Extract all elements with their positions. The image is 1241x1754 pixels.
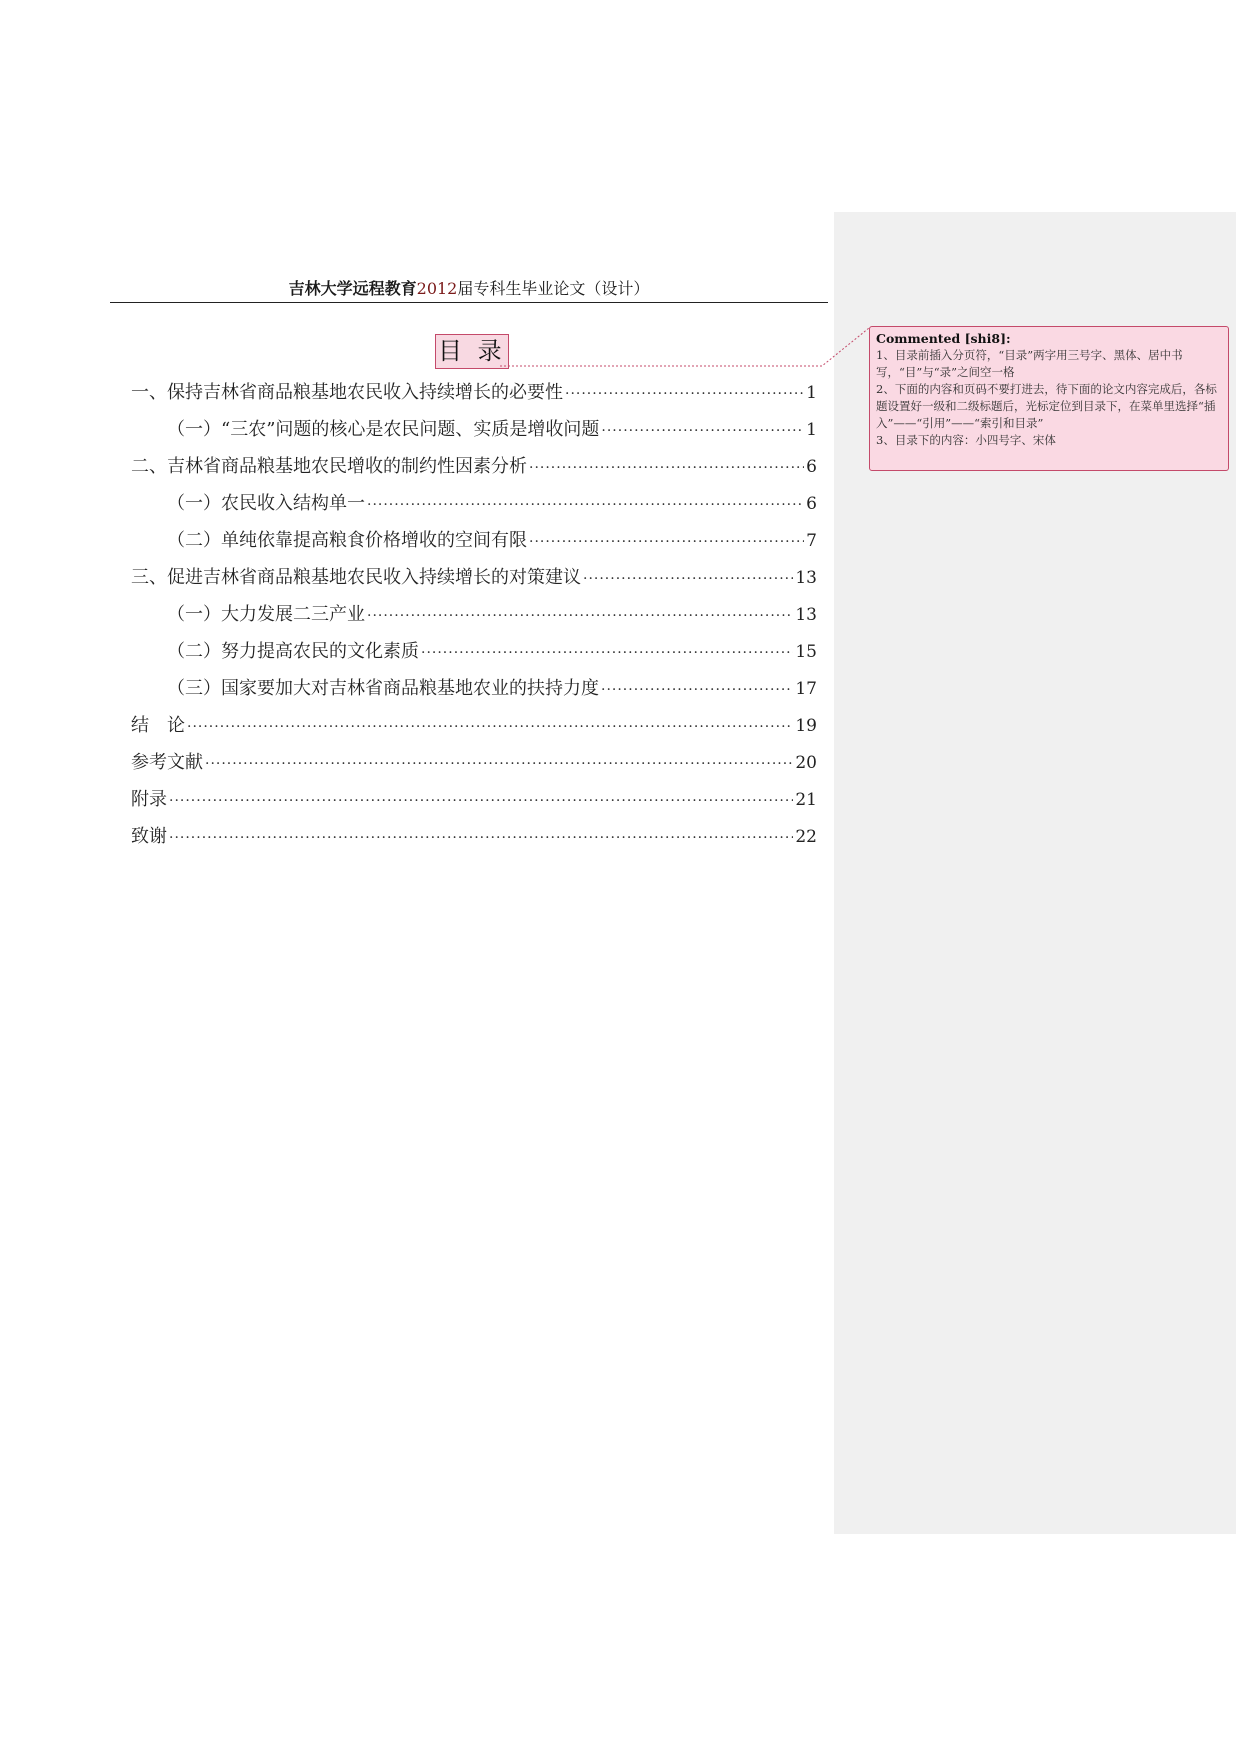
toc-entry-page: 7 (806, 531, 817, 551)
toc-entry-text: （一）农民收入结构单一 (167, 493, 365, 514)
toc-title-char-1: 目 (438, 337, 466, 365)
header-school: 吉林大学远程教育 (288, 279, 417, 298)
comment-line: 3、目录下的内容：小四号字、宋体 (876, 433, 1056, 447)
toc-entry-text: （一）“三农”问题的核心是农民问题、实质是增收问题 (167, 419, 600, 440)
toc-entry-text: 参考文献 (131, 752, 203, 773)
toc-entry-page: 6 (806, 457, 817, 477)
toc-entry-page: 13 (795, 568, 817, 588)
toc-entry-text: 结 论 (131, 715, 185, 736)
toc-entry-page: 17 (795, 679, 817, 699)
comment-line: 2、下面的内容和页码不要打进去，待下面的论文内容完成后，各标题设置好一级和二级标题后，光标定位到目录下，在菜单里选择“插入”——“引用”——“索引和目录” (876, 382, 1217, 430)
toc-entry-page: 1 (806, 383, 817, 403)
header-year: 2012 (416, 279, 458, 298)
toc-entry-page: 19 (795, 716, 817, 736)
toc-entry-page: 6 (806, 494, 817, 514)
toc-entry-page: 13 (795, 605, 817, 625)
comment-author: Commented [shi8]: (876, 331, 1011, 346)
toc-entry-text: 三、促进吉林省商品粮基地农民收入持续增长的对策建议 (131, 567, 581, 588)
toc-title-char-2: 录 (477, 337, 506, 365)
toc-entry-page: 21 (795, 790, 817, 810)
toc-entry-text: （二）努力提高农民的文化素质 (167, 641, 419, 662)
toc-entry-page: 22 (795, 827, 817, 847)
toc-entry-text: （三）国家要加大对吉林省商品粮基地农业的扶持力度 (167, 678, 599, 699)
toc-entry-text: 附录 (131, 789, 167, 810)
toc-entry-page: 1 (806, 420, 817, 440)
header-rest: 届专科生毕业论文（设计） (457, 279, 650, 298)
toc-entry-text: 致谢 (131, 826, 167, 847)
toc-entry-page: 15 (795, 642, 817, 662)
comment-line: 1、目录前插入分页符，“目录”两字用三号字、黑体、居中书写，“目”与“录”之间空一格 (876, 348, 1183, 379)
toc-entry-page: 20 (795, 753, 817, 773)
comment-balloon[interactable] (869, 326, 1229, 471)
toc-entry-text: 二、吉林省商品粮基地农民增收的制约性因素分析 (131, 456, 527, 477)
toc-entry-text: （一）大力发展二三产业 (167, 604, 365, 625)
toc-entry-text: （二）单纯依靠提高粮食价格增收的空间有限 (167, 530, 527, 551)
toc-entry-text: 一、保持吉林省商品粮基地农民收入持续增长的必要性 (131, 382, 563, 403)
